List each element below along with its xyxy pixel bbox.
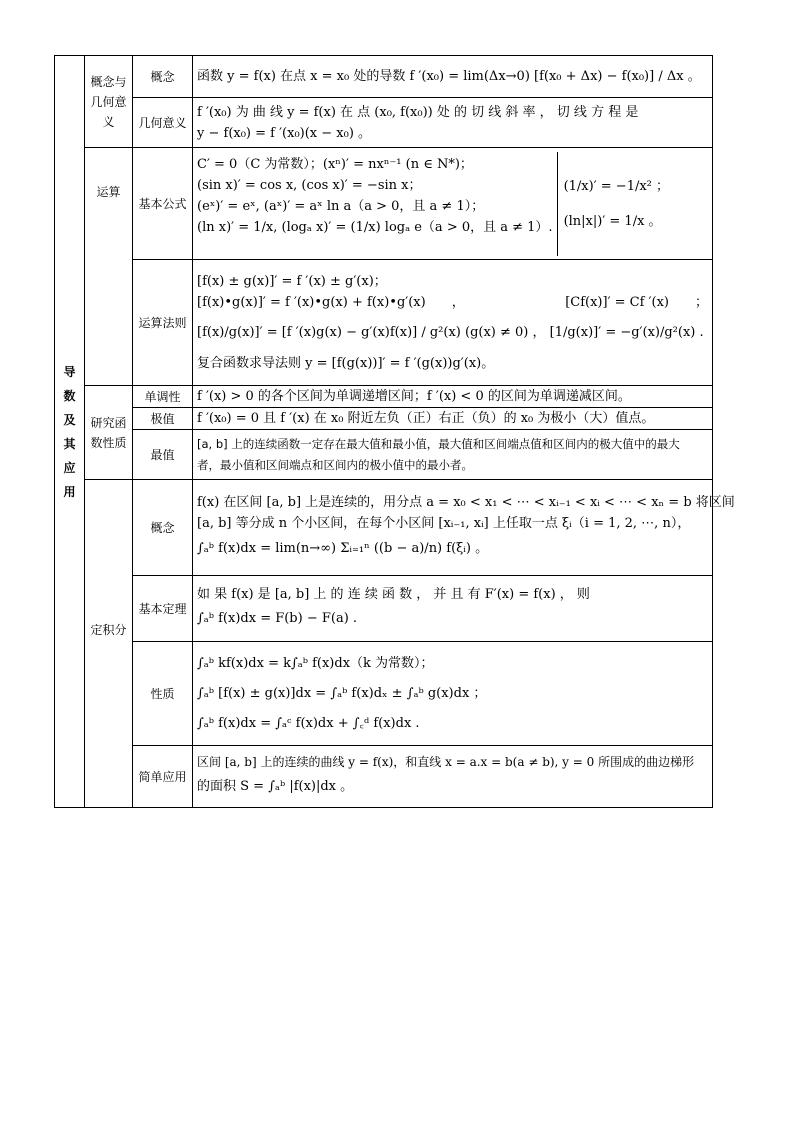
integral-concept: f(x) 在区间 [a, b] 上是连续的，用分点 a = x₀ < x₁ < ⋯ < xᵢ₋₁ < xᵢ < ⋯ < xₙ = b 将区间 [a, b] 等分成 n 个小区间，在每个小区间 [xᵢ₋₁, xᵢ] 上任取一点 ξᵢ（i = 1, 2, ⋯, n）， ∫ₐᵇ f(x)dx = lim(n→∞) Σᵢ₌₁ⁿ ((b − a)/n) f(ξᵢ) 。 (193, 480, 713, 576)
integral-properties: ∫ₐᵇ kf(x)dx = k∫ₐᵇ f(x)dx（k 为常数）； ∫ₐᵇ [f(x) ± g(x)]dx = ∫ₐᵇ f(x)dₓ ± ∫ₐᵇ g(x)dx ； ∫ₐᵇ f(x)dx = ∫ₐᶜ f(x)dx + ∫꜀ᵈ f(x)dx . (193, 642, 713, 746)
extreme-values: f ′(x₀) = 0 且 f ′(x) 在 x₀ 附近左负（正）右正（负）的 x₀ 为极小（大）值点。 (193, 408, 713, 430)
row-label-geo-meaning: 几何意义 (133, 98, 193, 148)
section-definite-integral: 定积分 (85, 480, 133, 808)
section-operations: 运算 (85, 148, 133, 386)
max-min-values: [a, b] 上的连续函数一定存在最大值和最小值，最大值和区间端点值和区间内的极大值中的最大 者，最小值和区间端点和区间内的极小值中的最小者。 (193, 430, 713, 480)
row-label-application: 简单应用 (133, 746, 193, 808)
row-label-fundamental-theorem: 基本定理 (133, 576, 193, 642)
row-label-rules: 运算法则 (133, 260, 193, 386)
main-topic-label: 导数及其应用 (63, 364, 76, 499)
derivative-rules: [f(x) ± g(x)]′ = f ′(x) ± g′(x)； [f(x)•g(x)]′ = f ′(x)•g(x) + f(x)•g′(x) ， [Cf(x)]′ = Cf ′(x) ； [f(x)/g(x)]′ = [f ′(x)g(x) − g′(x)f(x)] / g²(x) (g(x) ≠ 0) ， [1/g(x)]′ = −g′(x)/g²(x) . 复合函数求导法则 y = [f(g(x))]′ = f ′(g(x))g′(x)。 (193, 260, 713, 386)
section-function-props: 研究函数性质 (85, 386, 133, 480)
row-label-integral-concept: 概念 (133, 480, 193, 576)
main-topic-cell (55, 56, 85, 808)
fundamental-theorem: 如 果 f(x) 是 [a, b] 上 的 连 续 函 数 ， 并 且 有 F′(x) = f(x) ， 则 ∫ₐᵇ f(x)dx = F(b) − F(a) . (193, 576, 713, 642)
section-concept-geo: 概念与几何意义 (85, 56, 133, 148)
basic-formulas: C′ = 0（C 为常数）；(xⁿ)′ = nxⁿ⁻¹ (n ∈ N*)； (sin x)′ = cos x, (cos x)′ = −sin x； (eˣ)′ = eˣ, (aˣ)′ = aˣ ln a（a > 0，且 a ≠ 1）； (ln x)′ = 1/x, (logₐ x)′ = (1/x) logₐ e（a > 0，且 a ≠ 1）. (1/x)′ = −1/x² ； (ln|x|)′ = 1/x 。 (193, 148, 713, 260)
simple-application: 区间 [a, b] 上的连续的曲线 y = f(x)，和直线 x = a.x = b(a ≠ b), y = 0 所围成的曲边梯形 的面积 S = ∫ₐᵇ |f(x)|dx 。 (193, 746, 713, 808)
geometric-meaning: f ′(x₀) 为 曲 线 y = f(x) 在 点 (x₀, f(x₀)) 处 的 切 线 斜 率 ， 切 线 方 程 是 y − f(x₀) = f ′(x₀)(x − x₀) 。 (193, 98, 713, 148)
derivative-definition: 函数 y = f(x) 在点 x = x₀ 处的导数 f ′(x₀) = lim(Δx→0) [f(x₀ + Δx) − f(x₀)] / Δx 。 (193, 56, 713, 98)
row-label-max-min: 最值 (133, 430, 193, 480)
row-label-extreme: 极值 (133, 408, 193, 430)
row-label-basic-formulas: 基本公式 (133, 148, 193, 260)
row-label-integral-props: 性质 (133, 642, 193, 746)
row-label-monotonic: 单调性 (133, 386, 193, 408)
monotonicity: f ′(x) > 0 的各个区间为单调递增区间；f ′(x) < 0 的区间为单调递减区间。 (193, 386, 713, 408)
row-label-concept: 概念 (133, 56, 193, 98)
derivative-summary-table (54, 55, 735, 808)
